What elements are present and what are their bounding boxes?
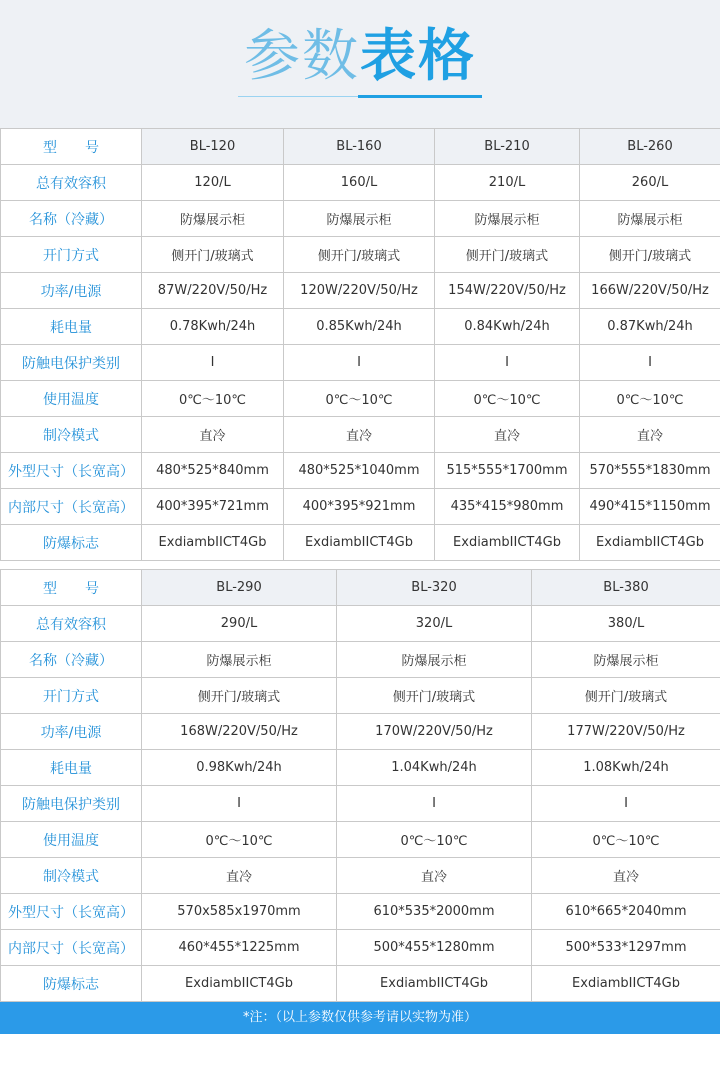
cell-power: 177W/220V/50/Hz — [532, 714, 720, 750]
spec-row-name — [1, 201, 720, 237]
cell-outer: 610*665*2040mm — [532, 894, 720, 930]
row-label-inner: 内部尺寸（长宽高） — [1, 930, 142, 966]
spec-row-inner — [1, 489, 720, 525]
table-gap — [0, 561, 720, 569]
cell-capacity: 260/L — [580, 165, 720, 201]
cell-temp: 0℃～10℃ — [337, 822, 532, 858]
cell-shock: I — [580, 345, 720, 381]
spec-row-door — [1, 678, 720, 714]
row-label-shock: 防触电保护类别 — [1, 345, 142, 381]
row-label-name: 名称（冷藏） — [1, 642, 142, 678]
cell-name: 防爆展示柜 — [284, 201, 435, 237]
cell-consumption: 0.98Kwh/24h — [142, 750, 337, 786]
title-underline-thin — [238, 96, 358, 97]
cell-name: 防爆展示柜 — [142, 642, 337, 678]
cell-temp: 0℃～10℃ — [142, 822, 337, 858]
spec-row-outer — [1, 894, 720, 930]
cell-shock: I — [142, 345, 284, 381]
row-label-outer: 外型尺寸（长宽高） — [1, 453, 142, 489]
row-label-exmark: 防爆标志 — [1, 525, 142, 561]
cell-inner: 400*395*921mm — [284, 489, 435, 525]
cell-temp: 0℃～10℃ — [580, 381, 720, 417]
cell-shock: I — [435, 345, 580, 381]
row-label-temp: 使用温度 — [1, 381, 142, 417]
cell-cooling: 直冷 — [142, 417, 284, 453]
cell-shock: I — [532, 786, 720, 822]
page-title — [0, 22, 720, 92]
spec-row-consumption — [1, 750, 720, 786]
cell-consumption: 1.04Kwh/24h — [337, 750, 532, 786]
row-label-consumption: 耗电量 — [1, 750, 142, 786]
spec-row-shock — [1, 345, 720, 381]
row-label-consumption: 耗电量 — [1, 309, 142, 345]
cell-capacity: 320/L — [337, 606, 532, 642]
row-label-cooling: 制冷模式 — [1, 417, 142, 453]
title-underline-thick — [358, 95, 482, 98]
cell-exmark: ExdiambIICT4Gb — [435, 525, 580, 561]
footnote: *注：（以上参数仅供参考请以实物为准） — [0, 1002, 720, 1034]
title-part-light: 参数 — [244, 24, 360, 89]
row-label-outer: 外型尺寸（长宽高） — [1, 894, 142, 930]
cell-door: 侧开门/玻璃式 — [142, 678, 337, 714]
cell-temp: 0℃～10℃ — [435, 381, 580, 417]
spec-row-outer — [1, 453, 720, 489]
cell-cooling: 直冷 — [284, 417, 435, 453]
cell-inner: 500*533*1297mm — [532, 930, 720, 966]
cell-power: 120W/220V/50/Hz — [284, 273, 435, 309]
cell-model: BL-260 — [580, 129, 720, 165]
cell-cooling: 直冷 — [532, 858, 720, 894]
spec-row-temp — [1, 822, 720, 858]
row-label-power: 功率/电源 — [1, 273, 142, 309]
spec-row-shock — [1, 786, 720, 822]
row-label-shock: 防触电保护类别 — [1, 786, 142, 822]
spec-table-2 — [0, 569, 720, 1002]
cell-inner: 400*395*721mm — [142, 489, 284, 525]
cell-cooling: 直冷 — [142, 858, 337, 894]
row-label-capacity: 总有效容积 — [1, 606, 142, 642]
cell-exmark: ExdiambIICT4Gb — [142, 525, 284, 561]
spec-row-cooling — [1, 417, 720, 453]
cell-exmark: ExdiambIICT4Gb — [337, 966, 532, 1002]
cell-capacity: 290/L — [142, 606, 337, 642]
cell-capacity: 160/L — [284, 165, 435, 201]
cell-model: BL-290 — [142, 570, 337, 606]
cell-door: 侧开门/玻璃式 — [142, 237, 284, 273]
cell-name: 防爆展示柜 — [337, 642, 532, 678]
row-label-cooling: 制冷模式 — [1, 858, 142, 894]
cell-cooling: 直冷 — [580, 417, 720, 453]
cell-shock: I — [284, 345, 435, 381]
cell-door: 侧开门/玻璃式 — [337, 678, 532, 714]
cell-temp: 0℃～10℃ — [284, 381, 435, 417]
spec-row-exmark — [1, 525, 720, 561]
cell-cooling: 直冷 — [337, 858, 532, 894]
row-label-capacity: 总有效容积 — [1, 165, 142, 201]
cell-temp: 0℃～10℃ — [532, 822, 720, 858]
cell-consumption: 0.84Kwh/24h — [435, 309, 580, 345]
spec-row-door — [1, 237, 720, 273]
cell-model: BL-320 — [337, 570, 532, 606]
cell-shock: I — [142, 786, 337, 822]
title-part-bold: 表格 — [360, 24, 476, 89]
cell-outer: 570x585x1970mm — [142, 894, 337, 930]
row-label-exmark: 防爆标志 — [1, 966, 142, 1002]
cell-power: 170W/220V/50/Hz — [337, 714, 532, 750]
spec-row-exmark — [1, 966, 720, 1002]
cell-inner: 460*455*1225mm — [142, 930, 337, 966]
cell-exmark: ExdiambIICT4Gb — [580, 525, 720, 561]
row-label-temp: 使用温度 — [1, 822, 142, 858]
spec-row-power — [1, 273, 720, 309]
cell-power: 154W/220V/50/Hz — [435, 273, 580, 309]
cell-name: 防爆展示柜 — [142, 201, 284, 237]
cell-power: 166W/220V/50/Hz — [580, 273, 720, 309]
spec-table-1 — [0, 128, 720, 561]
cell-name: 防爆展示柜 — [435, 201, 580, 237]
spec-row-model — [1, 570, 720, 606]
cell-capacity: 210/L — [435, 165, 580, 201]
spec-row-name — [1, 642, 720, 678]
cell-capacity: 380/L — [532, 606, 720, 642]
cell-exmark: ExdiambIICT4Gb — [142, 966, 337, 1002]
cell-shock: I — [337, 786, 532, 822]
cell-exmark: ExdiambIICT4Gb — [532, 966, 720, 1002]
cell-model: BL-380 — [532, 570, 720, 606]
cell-door: 侧开门/玻璃式 — [284, 237, 435, 273]
cell-capacity: 120/L — [142, 165, 284, 201]
row-label-inner: 内部尺寸（长宽高） — [1, 489, 142, 525]
row-label-door: 开门方式 — [1, 237, 142, 273]
spec-row-cooling — [1, 858, 720, 894]
cell-outer: 570*555*1830mm — [580, 453, 720, 489]
cell-power: 168W/220V/50/Hz — [142, 714, 337, 750]
cell-door: 侧开门/玻璃式 — [532, 678, 720, 714]
cell-consumption: 0.78Kwh/24h — [142, 309, 284, 345]
cell-consumption: 1.08Kwh/24h — [532, 750, 720, 786]
row-label-model: 型 号 — [1, 570, 142, 606]
spec-row-temp — [1, 381, 720, 417]
cell-consumption: 0.85Kwh/24h — [284, 309, 435, 345]
cell-model: BL-120 — [142, 129, 284, 165]
cell-inner: 500*455*1280mm — [337, 930, 532, 966]
spec-row-power — [1, 714, 720, 750]
cell-temp: 0℃～10℃ — [142, 381, 284, 417]
row-label-name: 名称（冷藏） — [1, 201, 142, 237]
cell-exmark: ExdiambIICT4Gb — [284, 525, 435, 561]
spec-row-capacity — [1, 606, 720, 642]
cell-inner: 435*415*980mm — [435, 489, 580, 525]
cell-door: 侧开门/玻璃式 — [435, 237, 580, 273]
cell-outer: 480*525*1040mm — [284, 453, 435, 489]
cell-outer: 515*555*1700mm — [435, 453, 580, 489]
page-header — [0, 0, 720, 128]
cell-outer: 480*525*840mm — [142, 453, 284, 489]
cell-model: BL-160 — [284, 129, 435, 165]
row-label-model: 型 号 — [1, 129, 142, 165]
spec-row-inner — [1, 930, 720, 966]
cell-name: 防爆展示柜 — [532, 642, 720, 678]
spec-row-consumption — [1, 309, 720, 345]
spec-row-model — [1, 129, 720, 165]
spec-row-capacity — [1, 165, 720, 201]
row-label-power: 功率/电源 — [1, 714, 142, 750]
row-label-door: 开门方式 — [1, 678, 142, 714]
cell-cooling: 直冷 — [435, 417, 580, 453]
cell-name: 防爆展示柜 — [580, 201, 720, 237]
cell-model: BL-210 — [435, 129, 580, 165]
cell-power: 87W/220V/50/Hz — [142, 273, 284, 309]
cell-outer: 610*535*2000mm — [337, 894, 532, 930]
cell-consumption: 0.87Kwh/24h — [580, 309, 720, 345]
cell-door: 侧开门/玻璃式 — [580, 237, 720, 273]
cell-inner: 490*415*1150mm — [580, 489, 720, 525]
